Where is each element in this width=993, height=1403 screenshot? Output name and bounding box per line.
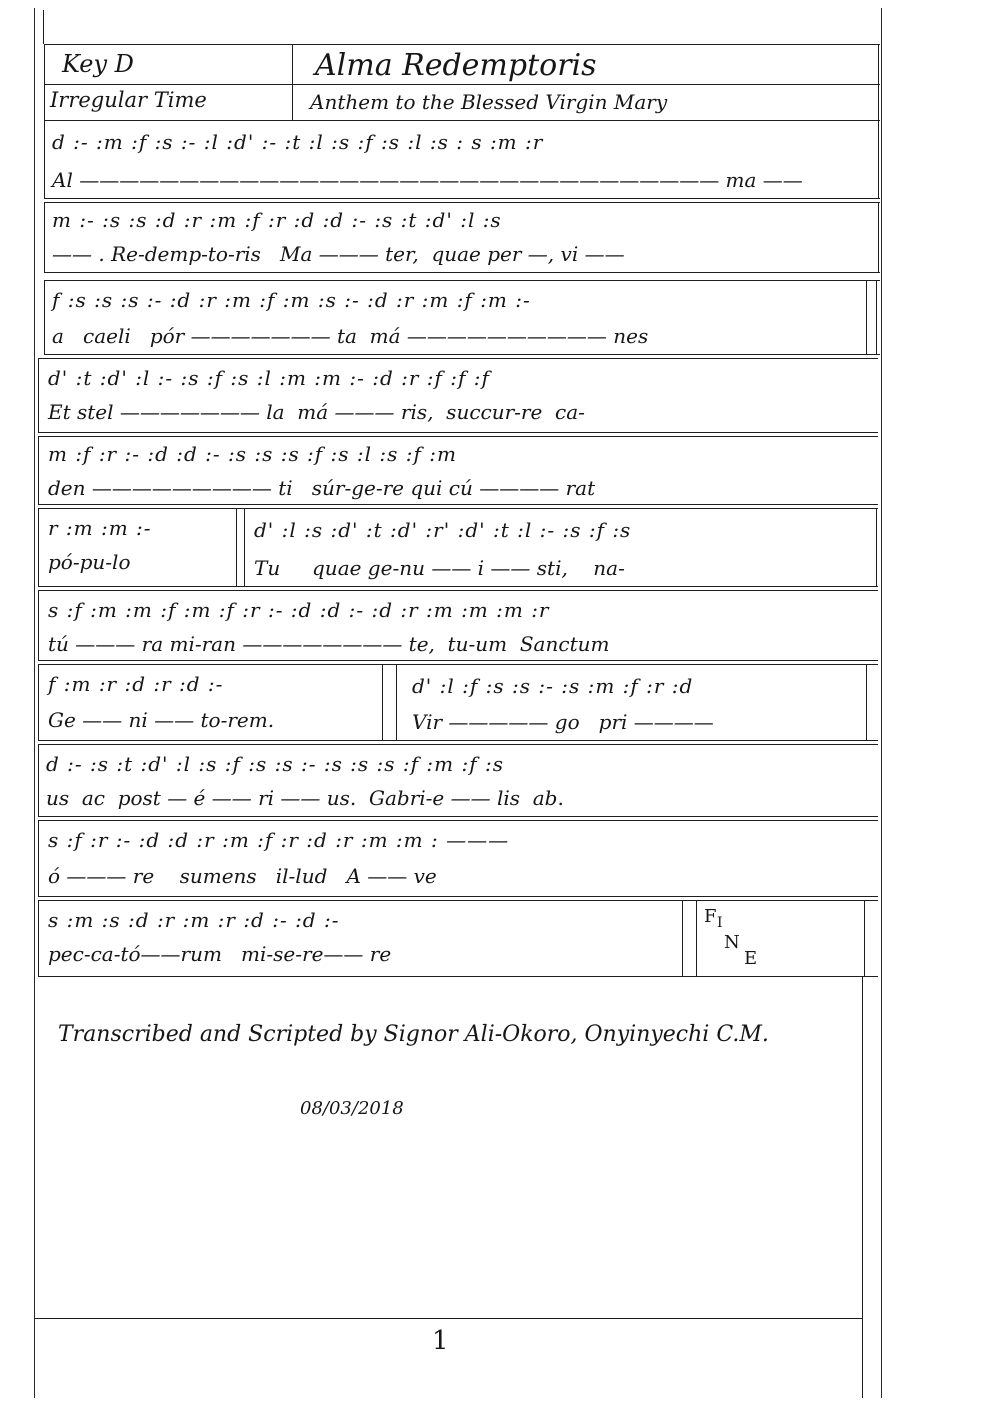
- row9-solfa: d :- :s :t :d' :l :s :f :s :s :- :s :s :s :f :m :f :s: [46, 752, 504, 776]
- row9-left-edge: [38, 744, 39, 816]
- row10-top-rule: [38, 820, 878, 821]
- header-left-edge: [44, 44, 45, 122]
- row5-top-rule: [38, 436, 878, 437]
- row2-right-edge: [878, 202, 879, 272]
- row6-divider-b: [244, 508, 245, 586]
- title: Alma Redemptoris: [315, 48, 597, 83]
- row2-solfa: m :- :s :s :d :r :m :f :r :d :d :- :s :t :d' :l :s: [52, 208, 502, 232]
- row2-left-edge: [44, 202, 45, 272]
- row11-bottom-rule: [38, 976, 878, 977]
- header-bottom-rule: [44, 120, 880, 121]
- row5-solfa: m :f :r :- :d :d :- :s :s :s :f :s :l :s :f :m: [48, 442, 457, 466]
- row8-top-rule: [38, 664, 878, 665]
- row8-left-solfa: f :m :r :d :r :d :-: [48, 672, 224, 696]
- time-signature: Irregular Time: [50, 88, 207, 112]
- row11-top-rule: [38, 900, 878, 901]
- row7-lyrics: tú ——— ra mi-ran ———————— te, tu-um Sanctum: [48, 632, 610, 656]
- row5-left-edge: [38, 436, 39, 504]
- page-bottom-right-edge: [862, 976, 863, 1398]
- transcriber-credit: Transcribed and Scripted by Signor Ali-Okoro, Onyinyechi C.M.: [58, 1022, 769, 1047]
- row6-left-lyrics: pó-pu-lo: [48, 550, 131, 574]
- fine-mark-f: F: [704, 906, 717, 927]
- row6-left-solfa: r :m :m :-: [48, 516, 152, 540]
- row1-right-edge: [878, 120, 879, 198]
- row9-lyrics: us ac post — é —— ri —— us. Gabri-e —— lis ab.: [46, 786, 564, 810]
- row7-solfa: s :f :m :m :f :m :f :r :- :d :d :- :d :r :m :m :m :r: [48, 598, 550, 622]
- row6-top-rule: [38, 508, 878, 509]
- row10-lyrics: ó ——— re sumens il-lud A —— ve: [48, 864, 437, 888]
- row1-left-edge: [44, 120, 45, 198]
- row4-top-rule: [38, 358, 878, 359]
- row8-divider-b: [396, 664, 397, 740]
- row3-top-rule: [44, 280, 880, 281]
- row6-left-edge: [38, 508, 39, 586]
- row7-bottom-rule: [38, 660, 878, 661]
- top-frame-tick-left: [43, 10, 44, 44]
- transcription-date: 08/03/2018: [300, 1098, 404, 1119]
- row8-divider-a: [382, 664, 383, 740]
- row10-left-edge: [38, 820, 39, 896]
- row8-left-lyrics: Ge —— ni —— to-rem.: [48, 708, 275, 732]
- row9-bottom-rule: [38, 816, 878, 817]
- row7-top-rule: [38, 590, 878, 591]
- row8-bottom-rule: [38, 740, 878, 741]
- row11-left-edge: [38, 900, 39, 976]
- row6-divider-a: [236, 508, 237, 586]
- fine-mark-i: I: [717, 915, 723, 931]
- row11-right-edge: [864, 900, 865, 976]
- row3-lyrics: a caeli pór ——————— ta má —————————— nes: [52, 324, 649, 348]
- row8-right-lyrics: Vir ————— go pri ————: [412, 710, 714, 734]
- row4-lyrics: Et stel ——————— la má ——— ris, succur-re ca-: [48, 400, 585, 424]
- header-right-edge: [878, 44, 879, 120]
- subtitle: Anthem to the Blessed Virgin Mary: [310, 90, 668, 114]
- row4-bottom-rule: [38, 432, 878, 433]
- row3-bottom-rule: [44, 354, 880, 355]
- fine-mark-e: E: [744, 948, 758, 969]
- row8-right-solfa: d' :l :f :s :s :- :s :m :f :r :d: [412, 674, 694, 698]
- fine-mark-n: N: [724, 932, 740, 953]
- row2-lyrics: —— . Re-demp-to-ris Ma ——— ter, quae per —, vi ——: [52, 242, 625, 266]
- row6-right-solfa: d' :l :s :d' :t :d' :r' :d' :t :l :- :s :f :s: [254, 518, 632, 542]
- row3-left-edge: [44, 280, 45, 354]
- row3-right-edge-inner: [866, 280, 867, 354]
- row5-lyrics: den ————————— ti súr-ge-re qui cú ———— rat: [48, 476, 596, 500]
- row10-solfa: s :f :r :- :d :d :r :m :f :r :d :r :m :m : ———: [48, 828, 510, 852]
- row5-bottom-rule: [38, 504, 878, 505]
- row6-bottom-rule: [38, 586, 878, 587]
- row4-left-edge: [38, 358, 39, 432]
- row3-solfa: f :s :s :s :- :d :r :m :f :m :s :- :d :r :m :f :m :-: [52, 288, 531, 312]
- row4-solfa: d' :t :d' :l :- :s :f :s :l :m :m :- :d :r :f :f :f: [48, 366, 490, 390]
- row9-top-rule: [38, 744, 878, 745]
- row11-lyrics: pec-ca-tó——rum mi-se-re—— re: [48, 942, 392, 966]
- row11-divider-a: [682, 900, 683, 976]
- page-bottom-rule: [34, 1318, 862, 1319]
- row1-solfa: d :- :m :f :s :- :l :d' :- :t :l :s :f :s :l :s : s :m :r: [52, 130, 544, 154]
- key-label: Key D: [62, 50, 134, 78]
- row11-divider-b: [696, 900, 697, 976]
- row8-left-edge: [38, 664, 39, 740]
- row1-lyrics: Al ———————————————————————————————— ma ——: [52, 168, 803, 192]
- row8-right-edge: [866, 664, 867, 740]
- row3-right-edge: [876, 280, 877, 354]
- row2-top-rule: [44, 202, 880, 203]
- row11-solfa: s :m :s :d :r :m :r :d :- :d :-: [48, 908, 340, 932]
- header-mid-rule: [44, 84, 880, 85]
- row2-bottom-rule: [44, 272, 880, 273]
- page-number: 1: [432, 1326, 449, 1356]
- header-divider: [292, 44, 293, 120]
- row6-right-edge: [876, 508, 877, 586]
- row1-bottom-rule: [44, 198, 880, 199]
- row6-right-lyrics: Tu quae ge-nu —— i —— sti, na-: [254, 556, 625, 580]
- row10-bottom-rule: [38, 896, 878, 897]
- header-top-rule: [44, 44, 880, 45]
- row7-left-edge: [38, 590, 39, 660]
